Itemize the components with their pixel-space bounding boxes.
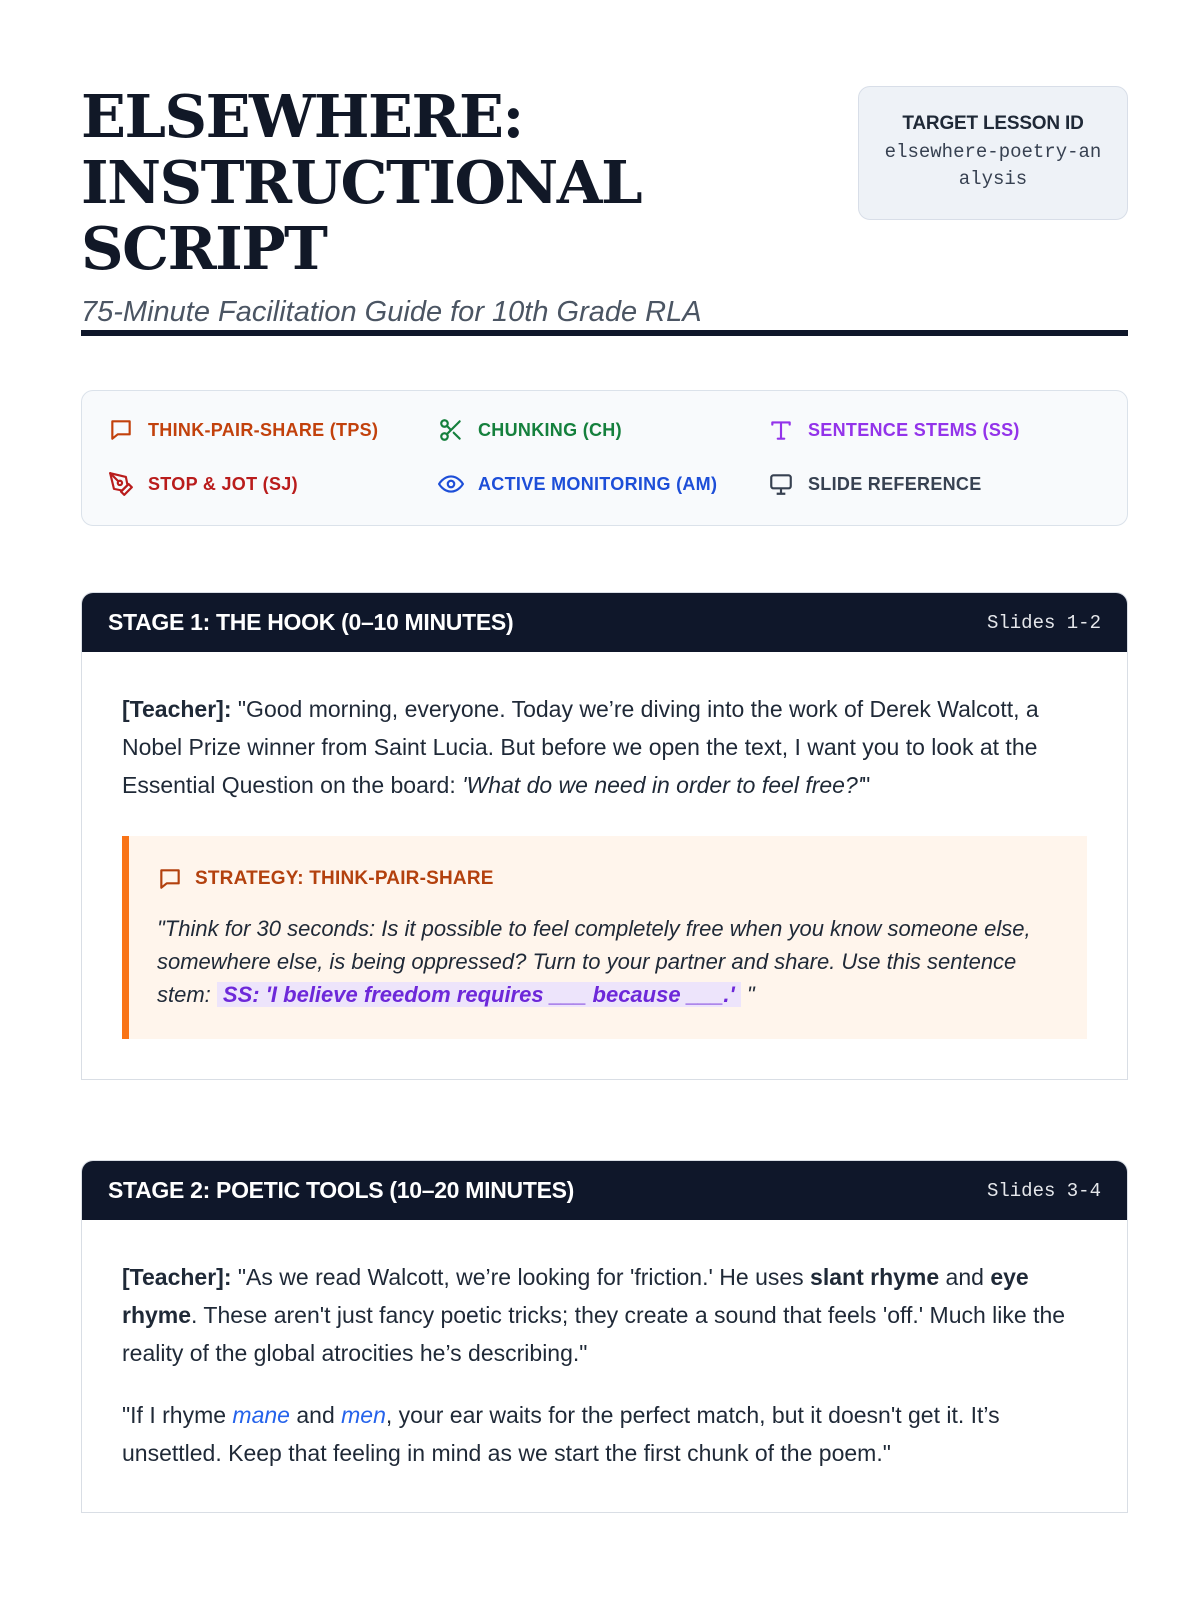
strategy-text: "Think for 30 seconds: Is it possible to feel completely free when you know someone else, somewhere else, is being oppressed? Turn to your partner and share. Use this sentence stem: SS: 'I believe freedom requires ___ because ___.' " [157, 916, 1031, 1007]
legend-label: STOP & JOT (SJ) [148, 473, 298, 494]
header-divider [81, 330, 1128, 336]
essential-question: 'What do we need in order to feel free?' [462, 772, 863, 798]
legend-item-tps [108, 417, 378, 443]
scissors-icon [438, 417, 464, 443]
strategy-callout [122, 836, 1087, 1039]
type-icon [768, 417, 794, 443]
legend-item-ch [438, 417, 622, 443]
monitor-icon [768, 471, 794, 497]
lesson-id-label: TARGET LESSON ID [902, 113, 1084, 134]
legend-item-am [438, 471, 717, 497]
term-eye-rhyme: eye rhyme [122, 1264, 1029, 1328]
slide-reference: Slides 1-2 [986, 611, 1101, 634]
legend-label: THINK-PAIR-SHARE (TPS) [148, 419, 379, 440]
page-title: ELSEWHERE: INSTRUCTIONAL SCRIPT [81, 82, 642, 283]
legend-item-sj [108, 471, 298, 497]
example-word-men: men [341, 1402, 386, 1428]
legend-item-slide [768, 471, 982, 497]
stage-body [82, 1220, 1127, 1512]
stage-body [82, 652, 1127, 1079]
lesson-id-card [858, 86, 1128, 220]
stage-title: STAGE 2: POETIC TOOLS (10–20 MINUTES) [108, 1177, 575, 1203]
teacher-script-continued: "If I rhyme mane and men, your ear waits for the perfect match, but it doesn't get it. It’s unsettled. Keep that feeling in mind as we start the first chunk of the poem." [122, 1402, 1000, 1466]
slide-reference: Slides 3-4 [986, 1179, 1101, 1202]
strategy-legend [81, 390, 1128, 526]
stage-title: STAGE 1: THE HOOK (0–10 MINUTES) [108, 609, 514, 635]
teacher-script: [Teacher]: "Good morning, everyone. Today we’re diving into the work of Derek Walcott, a Nobel Prize winner from Saint Lucia. But before we open the text, I want you to look at the Essential Question on the board: 'What do we need in order to feel free?'" [122, 696, 1039, 798]
legend-label: CHUNKING (CH) [478, 419, 622, 440]
teacher-script: [Teacher]: "As we read Walcott, we’re looking for 'friction.' He uses slant rhyme and eye rhyme. These aren't just fancy poetic tricks; they create a sound that feels 'off.' Much like the reality of the global atrocities he’s describing." [122, 1264, 1066, 1366]
page-header [81, 84, 1128, 330]
strategy-header [157, 860, 1057, 898]
stage-header [82, 1161, 1127, 1220]
chat-bubble-icon [108, 417, 134, 443]
sentence-stem: SS: 'I believe freedom requires ___ because ___.' [217, 982, 741, 1007]
legend-label: ACTIVE MONITORING (AM) [478, 473, 718, 494]
legend-label: SENTENCE STEMS (SS) [808, 419, 1020, 440]
page-subtitle: 75-Minute Facilitation Guide for 10th Grade RLA [81, 296, 702, 328]
legend-label: SLIDE REFERENCE [808, 473, 982, 494]
lesson-id-value: elsewhere-poetry-analysis [884, 141, 1102, 190]
chat-bubble-icon [157, 866, 183, 892]
legend-item-ss [768, 417, 1020, 443]
eye-icon [438, 471, 464, 497]
pen-icon [108, 471, 134, 497]
stage-header [82, 593, 1127, 652]
speaker-label: [Teacher]: [122, 696, 232, 722]
term-slant-rhyme: slant rhyme [810, 1264, 940, 1290]
strategy-title: STRATEGY: THINK-PAIR-SHARE [195, 868, 494, 889]
example-word-mane: mane [232, 1402, 290, 1428]
stage-1-card [81, 592, 1128, 1080]
instructional-script-page [81, 80, 1128, 1513]
stage-2-card [81, 1160, 1128, 1513]
speaker-label: [Teacher]: [122, 1264, 232, 1290]
